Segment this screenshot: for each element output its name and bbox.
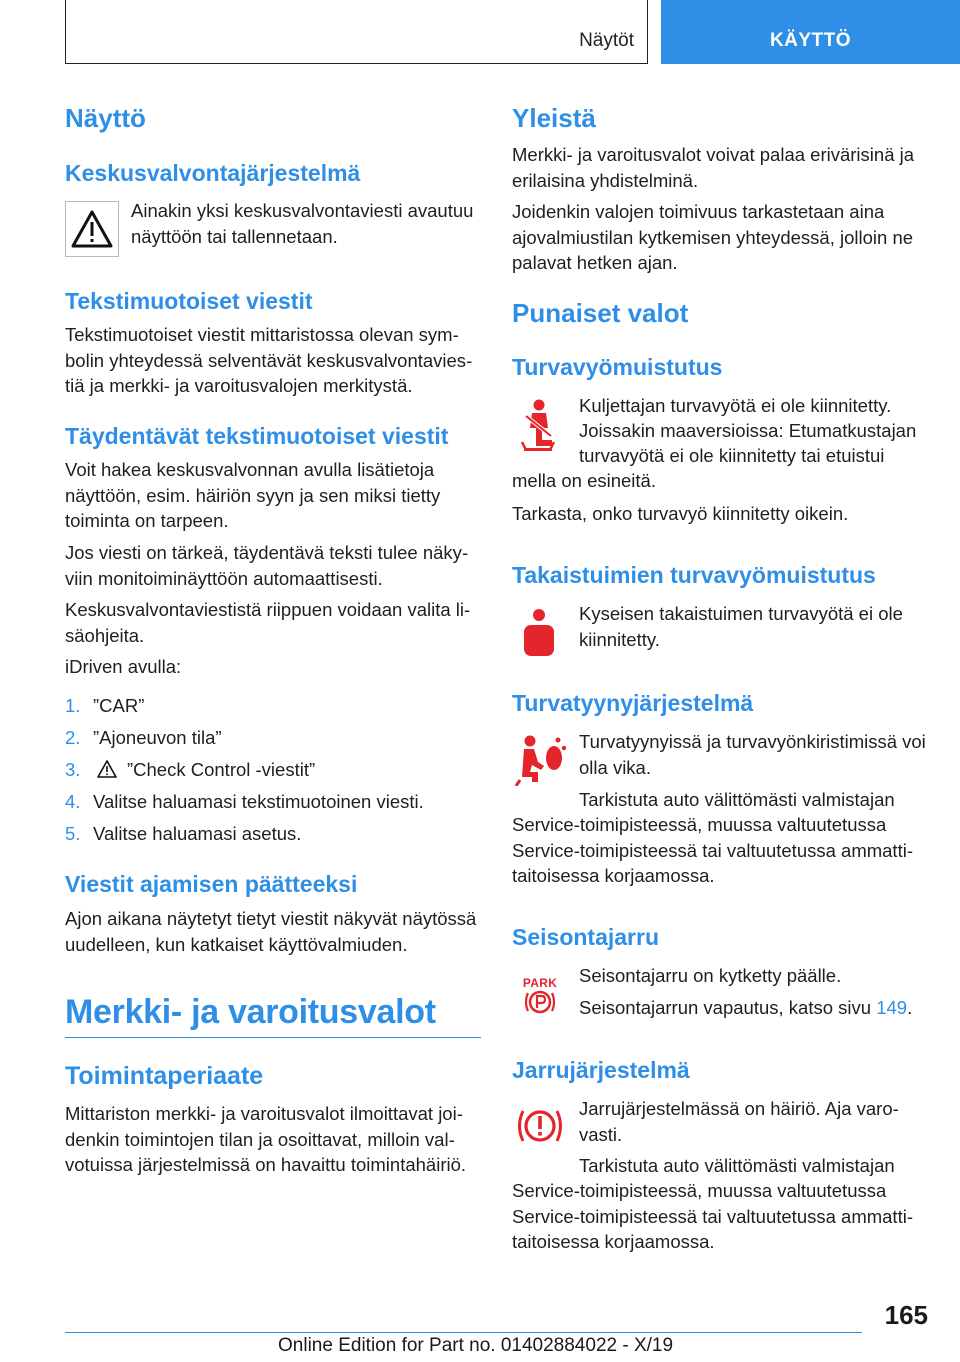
- section-rule: [65, 1037, 481, 1038]
- step-text: ”Ajoneuvon tila”: [93, 727, 222, 748]
- jarrujarjestelma-text-1: Jarrujärjestelmässä on häiriö. Aja varovasti.: [579, 1098, 899, 1145]
- warning-triangle-icon: [65, 201, 119, 257]
- step-text: Valitse haluamasi tekstimuotoinen viesti.: [93, 791, 424, 812]
- seisontajarru-text-2: [579, 995, 912, 1021]
- header-chapter-title: KÄYTTÖ: [769, 30, 852, 51]
- brake-system-warning-icon: [515, 1106, 565, 1146]
- taydentavat-p4: iDriven avulla:: [65, 656, 182, 677]
- heading-taydentavat: Täydentävät tekstimuotoiset viestit: [65, 423, 449, 449]
- keskusvalvonta-text: Ainakin yksi keskusvalvontaviesti avautuu näyttöön tai tallennetaan.: [131, 200, 474, 247]
- seisontajarru-text-2-end: .: [907, 997, 913, 1018]
- heading-toimintaperiaate: Toimintaperiaate: [65, 1062, 264, 1090]
- header-section-title: Näytöt: [579, 30, 634, 51]
- seisontajarru-text-1: Seisontajarru on kytketty päälle.: [579, 965, 842, 986]
- page-link-149[interactable]: 149: [876, 997, 908, 1018]
- step-number: 5.: [65, 823, 81, 844]
- heading-punaiset-valot: Punaiset valot: [512, 298, 689, 328]
- yleista-p1: Merkki- ja varoitusvalot voivat palaa erivärisinä ja erilaisina yhdistelminä.: [512, 144, 915, 191]
- step-number: 1.: [65, 695, 81, 716]
- heading-takaistuimien: Takaistuimien turvavyömuistutus: [512, 562, 876, 588]
- step-text: ”CAR”: [93, 695, 145, 716]
- turvatyyny-text-2: Tarkistuta auto välittömästi valmistajan: [579, 789, 895, 810]
- turvatyyny-text-3: Service-toimipisteessä, muussa valtuutetussa Service-toimipisteessä tai valtuutetussa ammattitaitoisessa korjaamossa.: [512, 814, 913, 886]
- jarrujarjestelma-text-3: Service-toimipisteessä, muussa valtuutetussa Service-toimipisteessä tai valtuutetussa ammattitaitoisessa korjaamossa.: [512, 1180, 913, 1252]
- turva-text-3: turvavyötä ei ole kiinnitetty tai etuistui: [579, 445, 885, 466]
- step-number: 3.: [65, 759, 81, 780]
- step-number: 2.: [65, 727, 81, 748]
- header-chapter-tab[interactable]: [661, 0, 960, 64]
- seatbelt-icon: [518, 398, 558, 452]
- parking-brake-icon: [520, 976, 560, 1016]
- footer-rule: [65, 1332, 862, 1333]
- heading-turvatyyny: Turvatyynyjärjestelmä: [512, 690, 754, 716]
- page-number: 165: [884, 1300, 928, 1330]
- heading-jarrujarjestelma: Jarrujärjestelmä: [512, 1057, 690, 1083]
- header-section-box: [65, 0, 648, 64]
- heading-seisontajarru: Seisontajarru: [512, 924, 659, 950]
- park-label: PARK: [522, 976, 558, 990]
- taydentavat-p3: Keskusvalvontaviestistä riippuen voidaan valita lisäohjeita.: [65, 599, 471, 646]
- turva-text-5: Tarkasta, onko turvavyö kiinnitetty oikein.: [512, 503, 849, 524]
- step-text: ”Check Control -viestit”: [127, 759, 316, 780]
- heading-yleista: Yleistä: [512, 103, 596, 133]
- edition-footer: Online Edition for Part no. 01402884022 - X/19: [278, 1335, 674, 1356]
- step-number: 4.: [65, 791, 81, 812]
- turva-text-1: Kuljettajan turvavyötä ei ole kiinnitetty.: [579, 395, 892, 416]
- yleista-p2: Joidenkin valojen toimivuus tarkastetaan aina ajovalmiustilan kytkemisen yhteydessä, jolloin ne palavat hetken ajan.: [512, 201, 914, 273]
- turva-text-2: Joissakin maaversioissa: Etumatkustajan: [579, 420, 917, 441]
- heading-viestit-ajamisen: Viestit ajamisen päätteeksi: [65, 871, 358, 897]
- turvatyyny-text-1: Turvatyynyissä ja turvavyönkiristimissä voi olla vika.: [579, 731, 926, 778]
- step-text: Valitse haluamasi asetus.: [93, 823, 302, 844]
- heading-keskusvalvonta: Keskusvalvontajärjestelmä: [65, 160, 361, 186]
- airbag-icon: [514, 734, 566, 786]
- toimintaperiaate-text: Mittariston merkki- ja varoitusvalot ilmoittavat joidenkin toimintojen tilan ja osoittavat, milloin valvotuissa järjestelmissä on havaittu toimintahäiriö.: [65, 1103, 467, 1175]
- tekstimuotoiset-text: Tekstimuotoiset viestit mittaristossa olevan symbolin yhteydessä selventävät keskusvalvontaviestiä ja merkki- ja varoitusvalojen merkitystä.: [65, 324, 473, 396]
- heading-naytto: Näyttö: [65, 103, 146, 133]
- viestit-ajamisen-text: Ajon aikana näytetyt tietyt viestit näkyvät näytössä uudelleen, kun katkaiset käyttövalmiuden.: [65, 908, 477, 955]
- warning-triangle-small-icon: [96, 759, 118, 779]
- taydentavat-p1: Voit hakea keskusvalvonnan avulla lisätietoja näyttöön, esim. häiriön syyn ja sen miksi tietty toiminta on tarpeen.: [65, 459, 441, 531]
- jarrujarjestelma-text-2: Tarkistuta auto välittömästi valmistajan: [579, 1155, 895, 1176]
- rear-seat-occupant-icon: [522, 608, 556, 658]
- turva-text-4: mella on esineitä.: [512, 470, 656, 491]
- takaistuimien-text: Kyseisen takaistuimen turvavyötä ei ole kiinnitetty.: [579, 603, 903, 650]
- taydentavat-p2: Jos viesti on tärkeä, täydentävä teksti tulee näkyviin monitoiminäyttöön automaattisesti.: [65, 542, 469, 589]
- heading-tekstimuotoiset: Tekstimuotoiset viestit: [65, 288, 313, 314]
- seisontajarru-text-2-main: Seisontajarrun vapautus, katso sivu: [579, 997, 877, 1018]
- heading-turvavyomuistutus: Turvavyömuistutus: [512, 354, 723, 380]
- heading-merkki-varoitusvalot: Merkki- ja varoitusvalot: [65, 993, 436, 1031]
